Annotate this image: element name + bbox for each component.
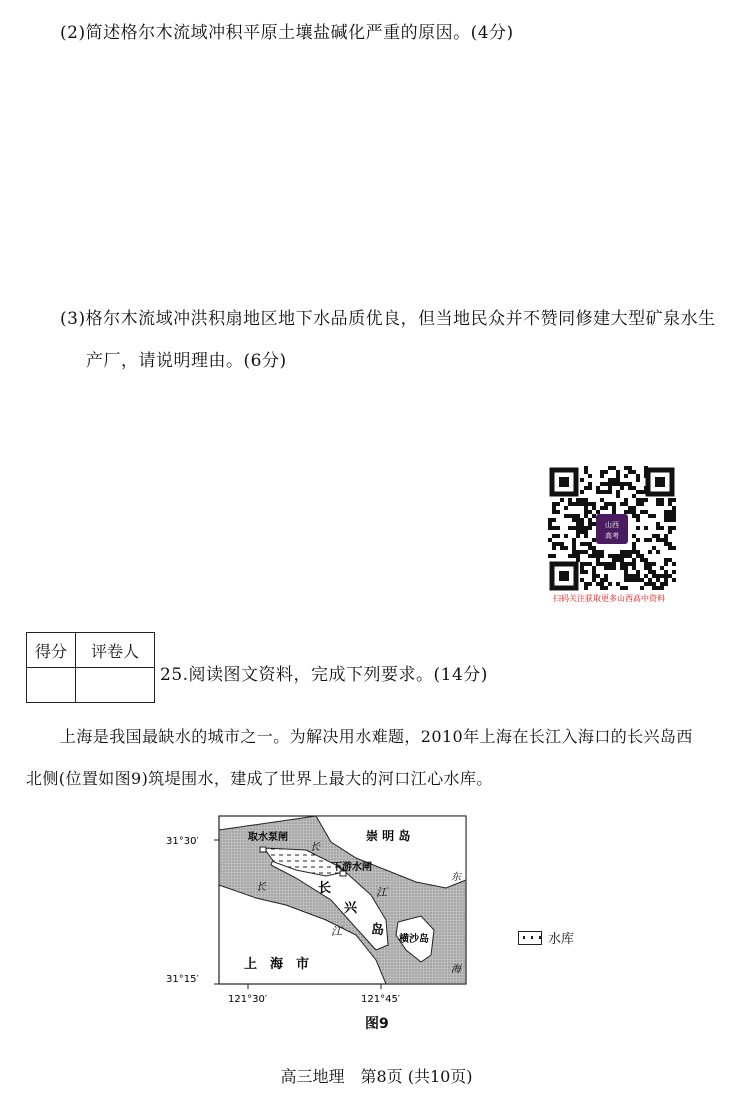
reservoir-swatch bbox=[518, 931, 542, 945]
score-table bbox=[26, 632, 155, 703]
score-cell[interactable] bbox=[27, 668, 76, 703]
question-3-line-2: 产厂，请说明理由。(6分) bbox=[86, 351, 287, 371]
page-footer: 高三地理 第8页 (共10页) bbox=[280, 1067, 473, 1086]
chongming-island-label: 崇 明 岛 bbox=[366, 829, 411, 843]
lat-top-label: 31°30′ bbox=[166, 836, 199, 847]
question-3-line-1: (3)格尔木流域冲洪积扇地区地下水品质优良，但当地民众并不赞同修建大型矿泉水生 bbox=[60, 309, 716, 329]
grader-header: 评卷人 bbox=[76, 633, 155, 668]
qr-center-text-1: 山西 bbox=[605, 521, 619, 529]
q25-paragraph-line-1: 上海是我国最缺水的城市之一。为解决用水难题，2010年上海在长江入海口的长兴岛西 bbox=[60, 727, 693, 746]
river-label-chang: 长 bbox=[310, 842, 320, 853]
river-label-jiang: 江 bbox=[376, 886, 387, 899]
downstream-gate-label: 下游水闸 bbox=[332, 862, 372, 873]
map-legend bbox=[518, 928, 574, 947]
legend-label: 水库 bbox=[548, 932, 575, 947]
changxing-label-2: 兴 bbox=[344, 901, 358, 916]
qr-code[interactable] bbox=[548, 466, 676, 592]
sea-label-hai: 海 bbox=[451, 964, 461, 975]
figure-caption: 图9 bbox=[365, 1016, 389, 1032]
river-label-jiang-2: 江 bbox=[331, 925, 342, 938]
sea-label-dong: 东 bbox=[451, 872, 461, 883]
changxing-label-1: 长 bbox=[318, 881, 332, 896]
q25-paragraph-line-2: 北侧(位置如图9)筑堤围水，建成了世界上最大的河口江心水库。 bbox=[26, 769, 493, 788]
figure-9-map bbox=[166, 810, 476, 1014]
question-2: (2)简述格尔木流域冲积平原土壤盐碱化严重的原因。(4分) bbox=[60, 23, 514, 43]
lon-right-label: 121°45′ bbox=[361, 994, 401, 1005]
hengsha-island-label: 横沙岛 bbox=[399, 934, 429, 945]
river-label-chang-2: 长 bbox=[256, 882, 266, 893]
shanghai-label: 上 海 市 bbox=[244, 957, 310, 972]
score-header: 得分 bbox=[27, 633, 76, 668]
qr-caption: 扫码关注获取更多山西高中资料 bbox=[553, 594, 665, 603]
grader-cell[interactable] bbox=[76, 668, 155, 703]
lon-left-label: 121°30′ bbox=[228, 994, 268, 1005]
qr-center-text-2: 高考 bbox=[605, 532, 619, 540]
lat-bottom-label: 31°15′ bbox=[166, 974, 199, 985]
intake-gate-label: 取水泵闸 bbox=[248, 832, 288, 843]
changxing-label-3: 岛 bbox=[371, 923, 385, 938]
question-25-prompt: 25.阅读图文资料，完成下列要求。(14分) bbox=[160, 665, 488, 685]
